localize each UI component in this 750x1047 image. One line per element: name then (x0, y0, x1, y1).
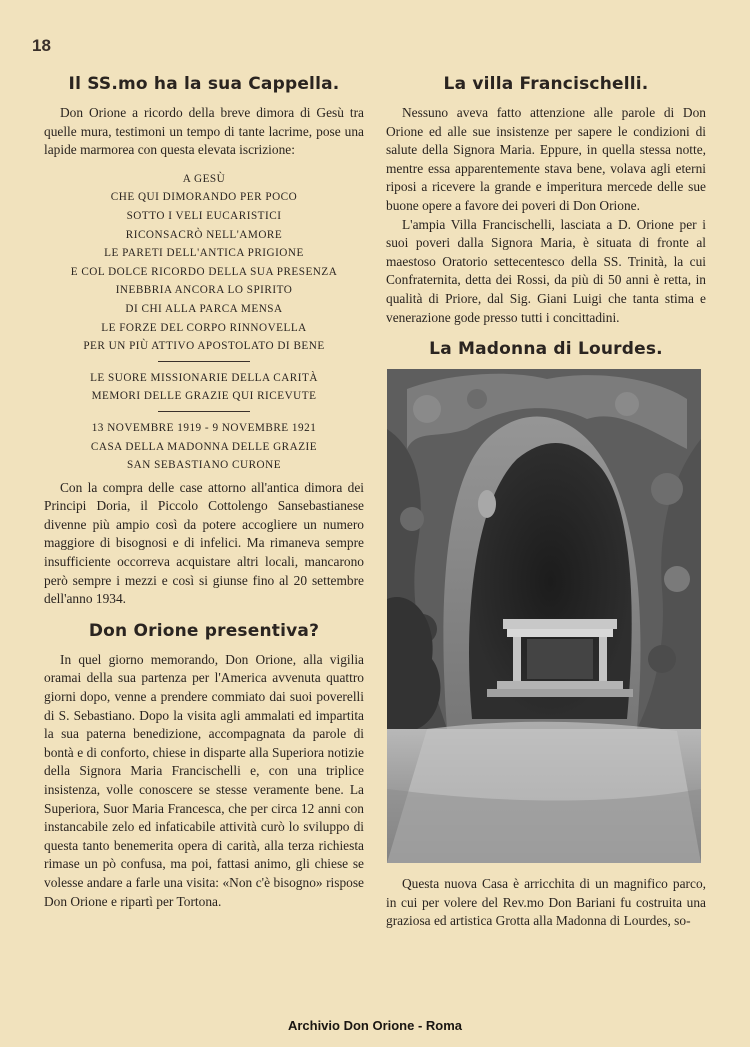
grotto-photo (387, 369, 701, 863)
right-column (386, 68, 706, 931)
paragraph-presentiva: In quel giorno memorando, Don Orione, alla vigilia oramai della sua partenza per l'America avvenuta quattro giorni dopo, venne a prendere commiato dai suoi poverelli di S. Sebastiano. Dopo la visita agli ammalati ed impartita la sua paterna benedizione, accompagnata da parole di bontà e di conforto, chiese in disparte alla Superiora notizie della Signora Maria Francischelli e, con una triplice insistenza, volle conoscere se stesse veramente bene. La Superiora, Suor Maria Francesca, che per circa 12 anni con instancabile zelo ed infaticabile attività curò lo sviluppo di questa tanto benemerita opera di carità, alla terza richiesta rimase un pò confusa, ma poi, fattasi animo, gli chiese se volesse andare a farle una visita: «Non c'è bisogno» rispose Don Orione e ripartì per Tortona. (44, 651, 364, 909)
inscription-divider (158, 411, 250, 412)
grotto-photo-illustration (387, 369, 701, 863)
inscription-line: CHE QUI DIMORANDO PER POCO (110, 191, 298, 204)
inscription-line: LE PARETI DELL'ANTICA PRIGIONE (104, 247, 304, 260)
paragraph-villa-2: L'ampia Villa Francischelli, lasciata a D. Orione per i suoi poveri dalla Signora Maria, è situata di fronte al maestoso Oratorio settecentesco della SS. Trinità, la cui Confraternita, detta dei Rossi, da più di 50 anni è retta, in qualità di Priore, dal Sig. Giani Luigi che tanta stima e venerazione gode presso tutti i concittadini. (386, 216, 706, 325)
archive-footer: Archivio Don Orione - Roma (287, 1018, 463, 1033)
dedication-line: LE SUORE MISSIONARIE DELLA CARITÀ (90, 371, 318, 384)
inscription-divider (158, 361, 250, 362)
section-title-cappella: Il SS.mo ha la sua Cappella. (68, 74, 340, 94)
section-title-presentiva: Don Orione presentiva? (88, 620, 320, 641)
inscription-line: RICONSACRÒ NELL'AMORE (125, 228, 283, 241)
plaque-inscription (44, 170, 364, 475)
left-column (44, 68, 364, 911)
section-title-villa: La villa Francischelli. (443, 74, 649, 94)
inscription-line: LE FORZE DEL CORPO RINNOVELLA (101, 321, 307, 334)
paragraph-lourdes: Questa nuova Casa è arricchita di un magnifico parco, in cui per volere del Rev.mo Don Bariani fu costruita una graziosa ed artistica Grotta alla Madonna di Lourdes, so- (386, 876, 706, 929)
paragraph-cappella-intro: Don Orione a ricordo della breve dimora di Gesù tra quelle mura, testimoni un tempo di tante lacrime, pose una lapide marmorea con questa elevata iscrizione: (44, 105, 364, 158)
paragraph-villa-1: Nessuno aveva fatto attenzione alle parole di Don Orione ed alle sue insistenze per sapere le condizioni di salute della Signora Maria. Eppure, in quella stessa notte, mentre essa apparentemente stava bene, volava agli eterni riposi a ricevere la grande e imperitura mercede delle sue buone opere a favore dei poveri di Don Orione. (386, 105, 706, 213)
inscription-place: SAN SEBASTIANO CURONE (126, 459, 282, 472)
dedication-line: MEMORI DELLE GRAZIE QUI RICEVUTE (91, 390, 317, 403)
paragraph-cottolengo: Con la compra delle case attorno all'antica dimora dei Principi Doria, il Piccolo Cottolengo Sansebastianese divenne più ampio così da potere accogliere un numero maggiore di bisognosi e di infelici. Ma rimaneva sempre insufficiente occorreva acquistare altri locali, mancarono però sempre i mezzi e così si giunse fino al 20 settembre dell'anno 1934. (44, 479, 364, 607)
inscription-line: SOTTO I VELI EUCARISTICI (126, 209, 282, 222)
inscription-dates: 13 NOVEMBRE 1919 - 9 NOVEMBRE 1921 (91, 421, 317, 434)
page-number: 18 (32, 36, 51, 55)
inscription-line: DI CHI ALLA PARCA MENSA (125, 302, 283, 315)
inscription-line: PER UN PIÙ ATTIVO APOSTOLATO DI BENE (83, 340, 325, 353)
section-title-lourdes: La Madonna di Lourdes. (429, 339, 663, 360)
inscription-line: INEBBRIA ANCORA LO SPIRITO (115, 284, 293, 297)
inscription-line: E COL DOLCE RICORDO DELLA SUA PRESENZA (70, 265, 338, 278)
inscription-place: CASA DELLA MADONNA DELLE GRAZIE (90, 440, 318, 453)
inscription-line: A GESÙ (182, 172, 226, 185)
